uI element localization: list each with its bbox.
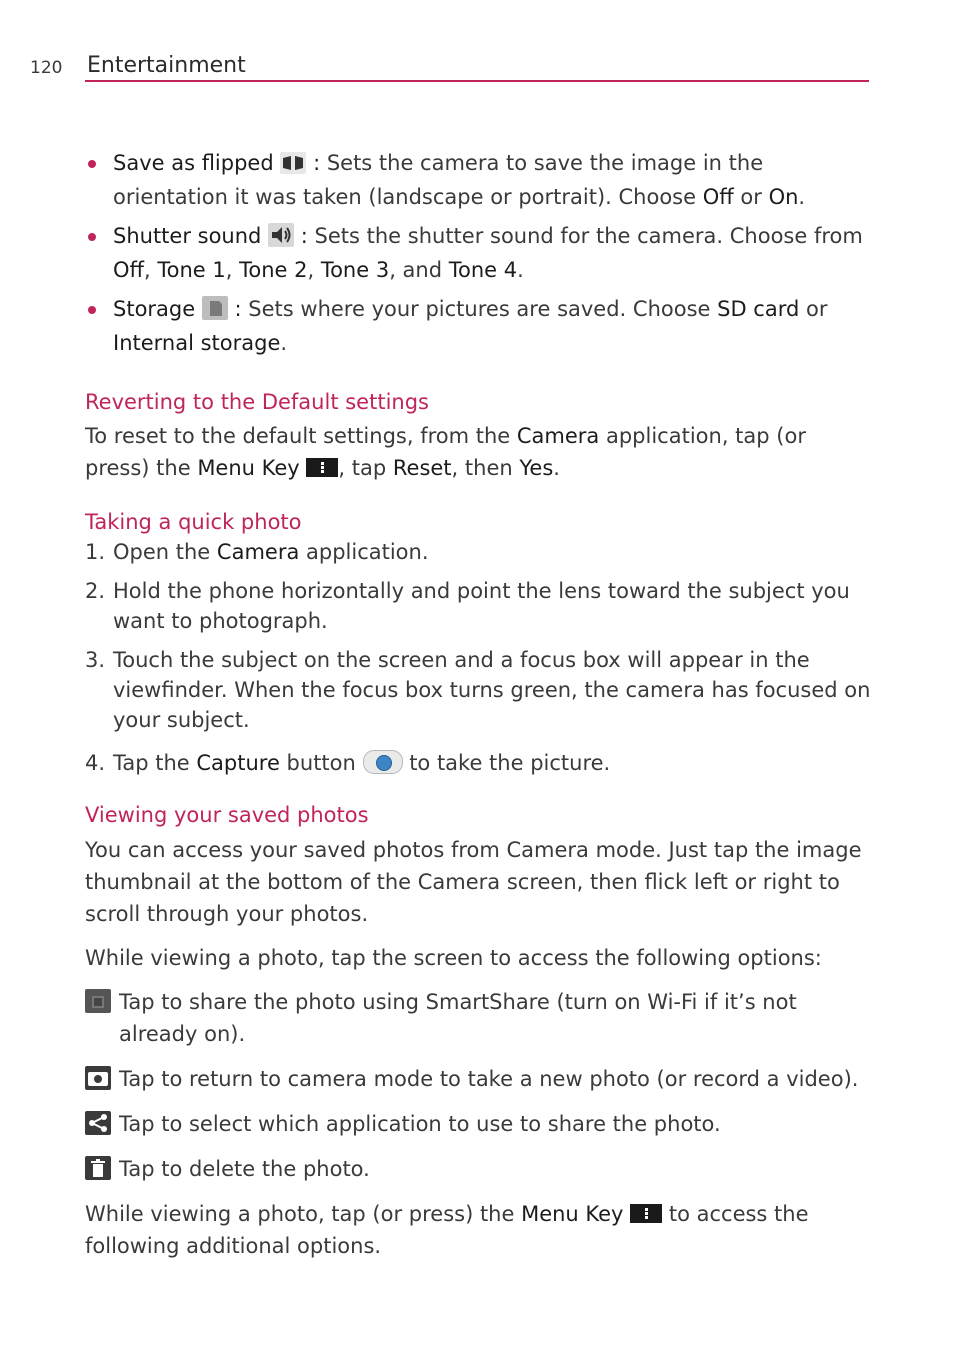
yes-label: Yes <box>519 456 554 480</box>
step-number: 2. <box>85 579 106 603</box>
or-text: or <box>733 185 769 209</box>
comma: , <box>307 258 321 282</box>
option-text: Tap to return to camera mode to take a new photo (or record a video). <box>119 1067 859 1091</box>
step-number: 4. <box>85 751 106 775</box>
bullet-storage <box>85 294 875 358</box>
step-4 <box>85 748 875 778</box>
capture-button-icon <box>363 750 403 774</box>
option-camera <box>85 1063 875 1095</box>
menu-key-icon <box>306 458 338 477</box>
page-content <box>85 148 875 1262</box>
separator: : <box>234 297 242 321</box>
text: Hold the phone horizontally and point the lens toward the subject you want to photograph. <box>113 579 850 633</box>
menu-key-label: Menu Key <box>197 456 300 480</box>
step-3 <box>85 645 875 735</box>
smartshare-icon <box>85 989 111 1022</box>
view-paragraph-2: While viewing a photo, tap the screen to access the following options: <box>85 946 822 970</box>
option-text: Tap to select which application to use to share the photo. <box>119 1112 721 1136</box>
camera-app-name: Camera <box>516 424 600 448</box>
choice-tone-2: Tone 2 <box>239 258 308 282</box>
flip-icon <box>280 152 306 182</box>
step-number: 3. <box>85 648 106 672</box>
menu-key-icon <box>630 1204 662 1223</box>
text: While viewing a photo, tap (or press) the <box>85 1202 522 1226</box>
choice-sd-card: SD card <box>717 297 800 321</box>
text: , then <box>451 456 520 480</box>
storage-icon <box>202 296 228 328</box>
section-heading-view-photos: Viewing your saved photos <box>85 803 369 827</box>
text: Touch the subject on the screen and a focus box will appear in the viewfinder. When the focus box turns green, the camera has focused on your subject. <box>113 648 871 732</box>
header-rule <box>85 80 869 82</box>
capture-label: Capture <box>196 751 280 775</box>
trash-icon <box>85 1156 111 1189</box>
reset-label: Reset <box>392 456 452 480</box>
section-heading-quick-photo: Taking a quick photo <box>85 510 302 534</box>
camera-icon <box>85 1066 111 1099</box>
and-text: , and <box>389 258 449 282</box>
or-text: or <box>799 297 828 321</box>
camera-app-name: Camera <box>216 540 300 564</box>
choice-tone-4: Tone 4 <box>448 258 518 282</box>
separator: : <box>300 224 308 248</box>
period: . <box>798 185 806 209</box>
chapter-title: Entertainment <box>87 53 246 78</box>
option-text: Tap to share the photo using SmartShare (turn on Wi-Fi if it’s not already on). <box>119 990 797 1046</box>
choice-tone-3: Tone 3 <box>320 258 390 282</box>
text: . <box>553 456 560 480</box>
option-smartshare <box>85 986 875 1050</box>
view-paragraph-1: You can access your saved photos from Camera mode. Just tap the image thumbnail at the bottom of the Camera screen, then flick left or right to scroll through your photos. <box>85 838 862 926</box>
bullet-save-as-flipped <box>85 148 875 212</box>
section-heading-revert: Reverting to the Default settings <box>85 390 429 414</box>
text: Tap the <box>113 751 197 775</box>
option-desc: Sets the camera to save the image in the orientation it was taken (landscape or portrait). Choose <box>113 151 764 209</box>
option-delete <box>85 1153 875 1185</box>
choice-off: Off <box>113 258 144 282</box>
period: . <box>517 258 524 282</box>
separator: : <box>313 151 321 175</box>
option-text: Tap to delete the photo. <box>119 1157 370 1181</box>
revert-paragraph <box>85 420 875 484</box>
comma: , <box>225 258 240 282</box>
text: To reset to the default settings, from the <box>85 424 517 448</box>
option-label: Shutter sound <box>113 224 262 248</box>
option-desc: Sets the shutter sound for the camera. Choose from <box>307 224 863 248</box>
choice-internal-storage: Internal storage <box>113 331 281 355</box>
choice-tone-1: Tone 1 <box>157 258 226 282</box>
option-label: Storage <box>113 297 196 321</box>
period: . <box>280 331 288 355</box>
text: , tap <box>338 456 393 480</box>
speaker-icon <box>268 223 294 255</box>
text: application. <box>299 540 429 564</box>
option-share <box>85 1108 875 1140</box>
step-number: 1. <box>85 540 106 564</box>
share-icon <box>85 1111 111 1144</box>
step-2 <box>85 576 875 636</box>
page-number: 120 <box>30 58 63 78</box>
choice-off: Off <box>702 185 734 209</box>
text: application, tap (or press) the <box>85 424 806 480</box>
view-paragraph-3 <box>85 1198 875 1262</box>
text: button <box>279 751 363 775</box>
text: to access the following additional options. <box>85 1202 809 1258</box>
text: to take the picture. <box>409 751 611 775</box>
choice-on: On <box>768 185 799 209</box>
text: Open the <box>113 540 217 564</box>
option-desc: Sets where your pictures are saved. Choose <box>241 297 718 321</box>
option-label: Save as flipped <box>113 151 274 175</box>
bullet-shutter-sound <box>85 221 875 285</box>
menu-key-label: Menu Key <box>521 1202 624 1226</box>
comma: , <box>144 258 158 282</box>
step-1 <box>85 537 875 567</box>
